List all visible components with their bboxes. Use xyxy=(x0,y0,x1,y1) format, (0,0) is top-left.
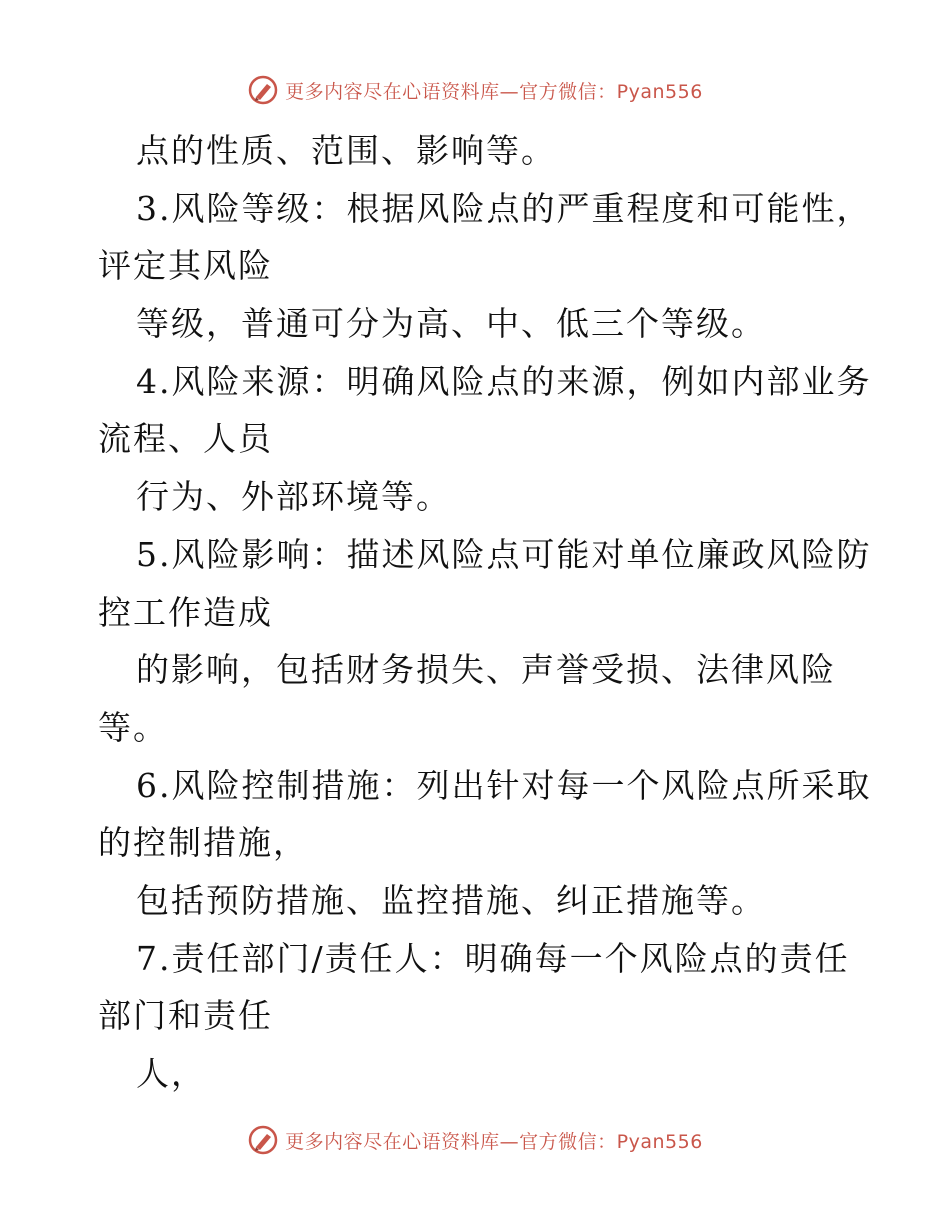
text-line: 点的性质、范围、影响等。 xyxy=(136,131,556,170)
text-line: 的影响，包括财务损失、声誉受损、法律风险 xyxy=(136,650,836,690)
text-line: 等级，普通可分为高、中、低三个等级。 xyxy=(136,304,766,344)
text-line: 评定其风险 xyxy=(98,246,273,286)
watermark-text: 更多内容尽在心语资料库—官方微信：Pyan556 xyxy=(285,1130,703,1153)
text-line: 6.风险控制措施：列出针对每一个风险点所采取 xyxy=(136,765,872,805)
text-line: 7.责任部门/责任人：明确每一个风险点的责任 xyxy=(136,938,850,978)
text-line: 包括预防措施、监控措施、纠正措施等。 xyxy=(136,880,766,920)
text-line: 5.风险影响：描述风险点可能对单位廉政风险防 xyxy=(136,534,872,574)
text-line: 部门和责任 xyxy=(98,996,273,1036)
text-line: 人， xyxy=(136,1054,206,1093)
text-line: 流程、人员 xyxy=(98,419,273,459)
text-line: 等。 xyxy=(98,707,168,747)
footer-watermark xyxy=(0,1120,950,1160)
document-body xyxy=(98,122,872,1103)
text-line: 控工作造成 xyxy=(98,592,273,632)
pen-logo-icon xyxy=(247,74,279,106)
header-watermark xyxy=(0,70,950,110)
text-line: 4.风险来源：明确风险点的来源，例如内部业务 xyxy=(136,361,872,401)
text-line: 行为、外部环境等。 xyxy=(136,477,451,517)
watermark-text: 更多内容尽在心语资料库—官方微信：Pyan556 xyxy=(285,80,703,103)
pen-logo-icon xyxy=(247,1124,279,1156)
text-line: 3.风险等级：根据风险点的严重程度和可能性， xyxy=(136,188,872,228)
text-line: 的控制措施， xyxy=(98,823,308,863)
